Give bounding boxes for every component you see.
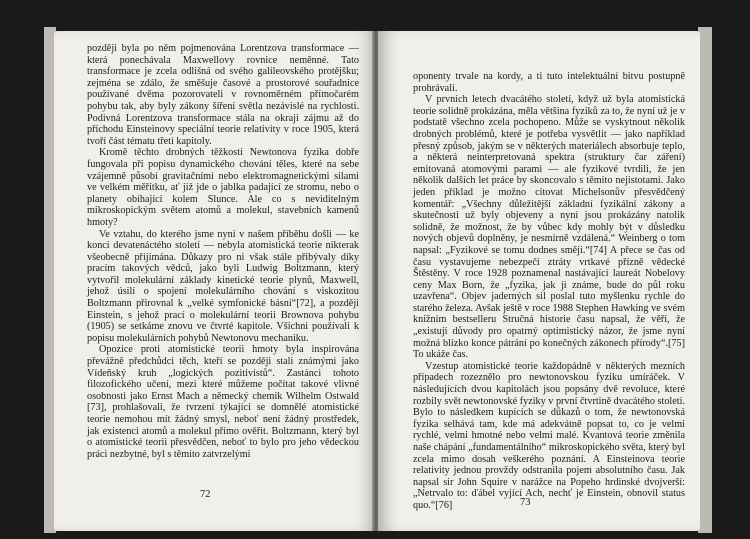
page-number: 73 — [520, 497, 531, 508]
paragraph: V prvních letech dvacátého století, když už byla atomistická teorie solidně prokázána, měla většina fyziků za to, že nyní už je v podstatě všechno zcela pochopeno. Může se vyskytnout několik drobných problémů, které je potřeba vysvětlit — jako například přesný způsob, jakým se v některých materiálech absorbuje teplo, a některá neinterpretovaná spektra (struktury čar záření) emitovaná atomovými parami — ale fyzikové tvrdili, že jen několik dalších let práce by skoncovalo s těmito nejistotami. Jako jeden příklad je možno citovat Michelsonův přesvědčený komentář: „Všechny důležitější základní fyzikální zákony a skutečnosti už byly objeveny a nyní jsou prokázány natolik solidně, že možnost, že by vůbec kdy mohly být v důsledku nových objevů doplněny, je nesmírně vzdálená.“ Weinberg o tom napsal: „Fyzikové se tomu dodnes směji.“[74] A přece se čas od času vystavujeme nebezpečí ztráty vrtkavé přízně vědecké Štěstěny. V roce 1928 poznamenal nastávající laureát Nobelovy ceny Max Born, že „fyzika, jak ji známe, bude do půl roku uzavřena“. Objev jaderných sil poslal tuto myšlenku rychle do starého železa. Avšak ještě v roce 1988 Stephen Hawking ve svém knižním bestselleru Stručná historie času napsal, že věří, že „existují důvody pro opatrný optimistický názor, že jsme nyní možná blízko konce pátrání po konečných zákonech přírody“.[75] To ukáže čas. — [413, 94, 685, 361]
paragraph: Kromě těchto drobných těžkostí Newtonova fyzika dobře fungovala při popisu dynamického chování těles, které na sebe vzájemně působí gravitačními nebo elektromagnetickými silami ve velkém měřítku, ať již jde o jablka padající ze stromu, nebo o planety obíhající kolem Slunce. Ale co s neviditelným mikroskopickým světem atomů a molekul, stavebních kamenů hmoty? — [87, 147, 359, 228]
paragraph: později byla po něm pojmenována Lorentzova transformace — která ponechávala Maxwellovy rovnice neměnné. Tato transformace je zcela odlišná od svého galileovského protějšku; zejména se zdálo, že směšuje časové a prostorové souřadnice používané dvěma pozorovateli v rovnoměrném přímočarém pohybu tak, aby byly zákony šíření světla nezávislé na rychlosti. Podivná Lorentzova transformace stála na okraji zájmu až do příchodu Einsteinovy speciální teorie relativity v roce 1905, která tvoří část tématu třetí kapitoly. — [87, 43, 359, 147]
paragraph: oponenty trvale na kordy, a ti tuto intelektuální bitvu postupně prohrávali. — [413, 71, 685, 94]
left-page-text — [87, 43, 359, 460]
page-stack-right — [698, 27, 712, 533]
left-page — [54, 31, 376, 531]
right-page — [378, 31, 700, 531]
paragraph: Ve vztahu, do kterého jsme nyní v našem příběhu došli — ke konci devatenáctého století — nebyla atomistická teorie nikterak všeobecně přijímána. Důkazy pro ni však stále přibývaly díky pracím takových vědců, jako byli Ludwig Boltzmann, který vytvořil molekulární základy kinetické teorie plynů, Maxwell, jehož úsilí o spojení molekulárního chování s viskozitou Boltzmann přirovnal k „velké symfonické básni“[72], a později Einstein, s jehož prací o molekulární teorii Brownova pohybu (1905) se setkáme znovu ve čtvrté kapitole. Všichni používali k popisu molekulárních pohybů Newtonovu mechaniku. — [87, 228, 359, 344]
page-number: 72 — [200, 489, 211, 500]
right-page-text — [413, 71, 685, 512]
paragraph: Opozice proti atomistické teorii hmoty byla inspirována převážně předchůdci těch, kteří se později stali známými jako Vídeňský kruh „logických pozitivistů“. Zastánci tohoto filozofického učení, mezi které můžeme počítat takové vlivné osobnosti jako Ernst Mach a německý chemik Wilhelm Ostwald [73], prohlašovali, že tvrzení týkající se domnělé atomistické teorie nemohou mít žádný smysl, neboť není žádný prostředek, jak existenci atomů a molekul přímo ověřit. Boltzmann, který byl o atomistické teorii přesvědčen, neboť to bylo pro jeho vědeckou práci nezbytné, byl s těmito zatvrzelými — [87, 344, 359, 460]
paragraph: Vzestup atomistické teorie každopádně v některých mezních případech rozeznělo pro newtonovskou fyziku umíráček. V následujících dvou kapitolách jsou popsány dvě revoluce, které rozbily svět newtonovské fyziky v první čtvrtině dvacátého století. Bylo to následkem kupících se důkazů o tom, že newtonovská fyzika selhává tam, kde má adekvátně popsat to, co je velmi rychlé, velmi hmotné nebo velmi malé. Kvantová teorie změnila naše chápání „fundamentálního“ mikroskopického světa, který byl zcela mimo dosah veškerého poznání. A Einsteinova teorie relativity jednou provždy odstranila pojem absolutního času. Jak napsal sir John Squire v narážce na Popeho hrdinské dvojverší: „Netrvalo to: ďábel vyjící Ach, nechť je Einstein, obnovil status quo.“[76] — [413, 360, 685, 511]
